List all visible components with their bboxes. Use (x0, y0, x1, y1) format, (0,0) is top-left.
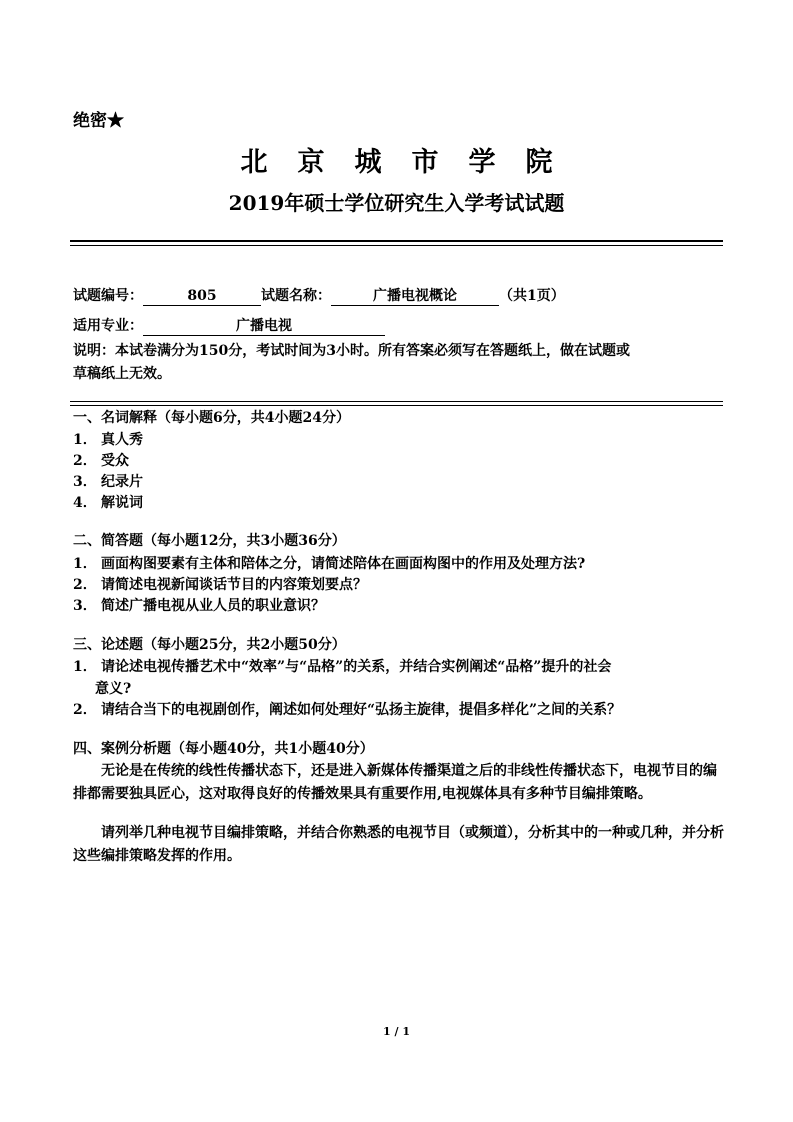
list-item: 3． 简述广播电视从业人员的职业意识？ (73, 598, 325, 614)
list-item: 2． 请简述电视新闻谈话节目的内容策划要点？ (73, 577, 367, 593)
section-4-title: 四、案例分析题（每小题40分，共1小题40分） (73, 741, 374, 757)
list-item-continuation: 意义? (95, 681, 132, 697)
major-value: 广播电视 (143, 318, 385, 336)
list-item: 2． 请结合当下的电视剧创作，阐述如何处理好“弘扬主旋律，提倡多样化”之间的关系？ (73, 702, 622, 718)
case-paragraph-2: 请列举几种电视节目编排策略，并结合你熟悉的电视节目（或频道），分析其中的一种或几种，并分析这些编排策略发挥的作用。 (73, 825, 724, 864)
section-rule-bottom (70, 405, 723, 406)
section-1-title: 一、名词解释（每小题6分，共4小题24分） (73, 410, 350, 426)
major-row (73, 315, 385, 336)
page-count: （共1页） (499, 288, 565, 304)
secrecy-mark: 绝密★ (73, 111, 124, 131)
list-item: 1． 画面构图要素有主体和陪体之分，请简述陪体在画面构图中的作用及处理方法? (73, 556, 586, 572)
exam-instructions (73, 340, 725, 386)
list-item: 1． 请论述电视传播艺术中“效率”与“品格”的关系，并结合实例阐述“品格”提升的社会 (73, 659, 612, 675)
name-label: 试题名称： (261, 288, 331, 304)
exam-info-row (73, 285, 565, 306)
list-item: 1． 真人秀 (73, 432, 143, 448)
exam-subtitle: 2019年硕士学位研究生入学考试试题 (228, 191, 565, 215)
section-rule-top (70, 401, 723, 402)
section-3-title: 三、论述题（每小题25分，共2小题50分） (73, 637, 346, 653)
university-name: 北京城市学院 (240, 147, 583, 178)
header-rule-bottom (70, 245, 723, 246)
page-number: 1 / 1 (383, 1025, 410, 1038)
header-rule-top (70, 240, 723, 242)
code-value: 805 (143, 288, 261, 306)
list-item: 4． 解说词 (73, 495, 143, 511)
case-paragraph-1: 无论是在传统的线性传播状态下，还是进入新媒体传播渠道之后的非线性传播状态下，电视节目的编排都需要独具匠心，这对取得良好的传播效果具有重要作用,电视媒体具有多种节目编排策略。 (73, 763, 717, 802)
major-label: 适用专业： (73, 318, 143, 334)
instructions-line-2: 草稿纸上无效。 (73, 366, 171, 382)
instructions-line-1: 说明：本试卷满分为150分，考试时间为3小时。所有答案必须写在答题纸上，做在试题或 (73, 343, 630, 359)
section-2-title: 二、简答题（每小题12分，共3小题36分） (73, 533, 346, 549)
code-label: 试题编号： (73, 288, 143, 304)
name-value: 广播电视概论 (331, 288, 499, 306)
list-item: 2． 受众 (73, 453, 129, 469)
list-item: 3． 纪录片 (73, 474, 143, 490)
